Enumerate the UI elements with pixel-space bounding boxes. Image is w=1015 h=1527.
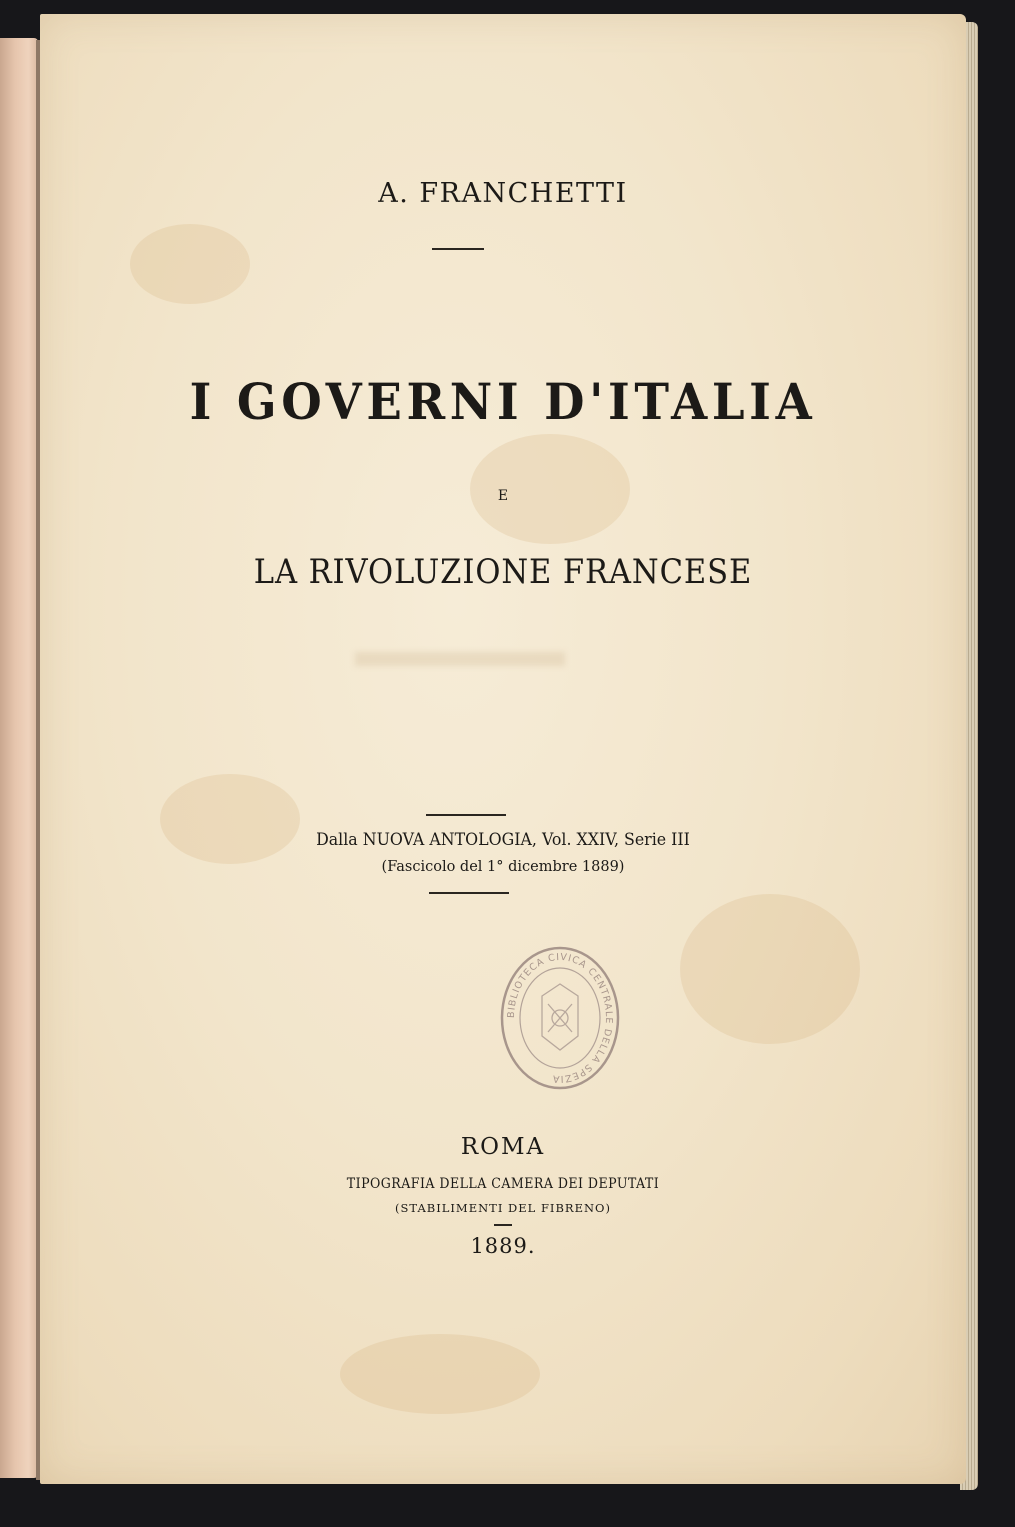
library-stamp xyxy=(496,944,624,1092)
foxing-spot xyxy=(680,894,860,1044)
printer-name: TIPOGRAFIA DELLA CAMERA DEI DEPUTATI xyxy=(346,1176,660,1192)
title-conjunction: E xyxy=(497,488,509,504)
source-rule-top xyxy=(426,814,506,816)
year-rule xyxy=(494,1224,512,1226)
title-page xyxy=(40,14,966,1484)
source-issue: (Fascicolo del 1° dicembre 1889) xyxy=(381,859,625,875)
foxing-spot xyxy=(130,224,250,304)
source-publication: Dalla NUOVA ANTOLOGIA, Vol. XXIV, Serie III xyxy=(316,830,690,850)
bleed-through-text xyxy=(355,652,565,666)
book-subtitle: LA RIVOLUZIONE FRANCESE xyxy=(253,552,753,592)
stamp-lettering: BIBLIOTECA CIVICA CENTRALE DELLA SPEZIA xyxy=(505,951,615,1085)
book-title: I GOVERNI D'ITALIA xyxy=(189,372,817,431)
publication-city: ROMA xyxy=(460,1134,546,1160)
source-rule-bottom xyxy=(429,892,509,894)
author-name: A. FRANCHETTI xyxy=(378,178,628,209)
author-rule xyxy=(432,248,484,250)
left-page-sliver xyxy=(0,38,38,1478)
foxing-spot xyxy=(340,1334,540,1414)
foxing-spot xyxy=(160,774,300,864)
publication-year: 1889. xyxy=(470,1234,536,1258)
printer-establishment: (STABILIMENTI DEL FIBRENO) xyxy=(395,1201,611,1215)
